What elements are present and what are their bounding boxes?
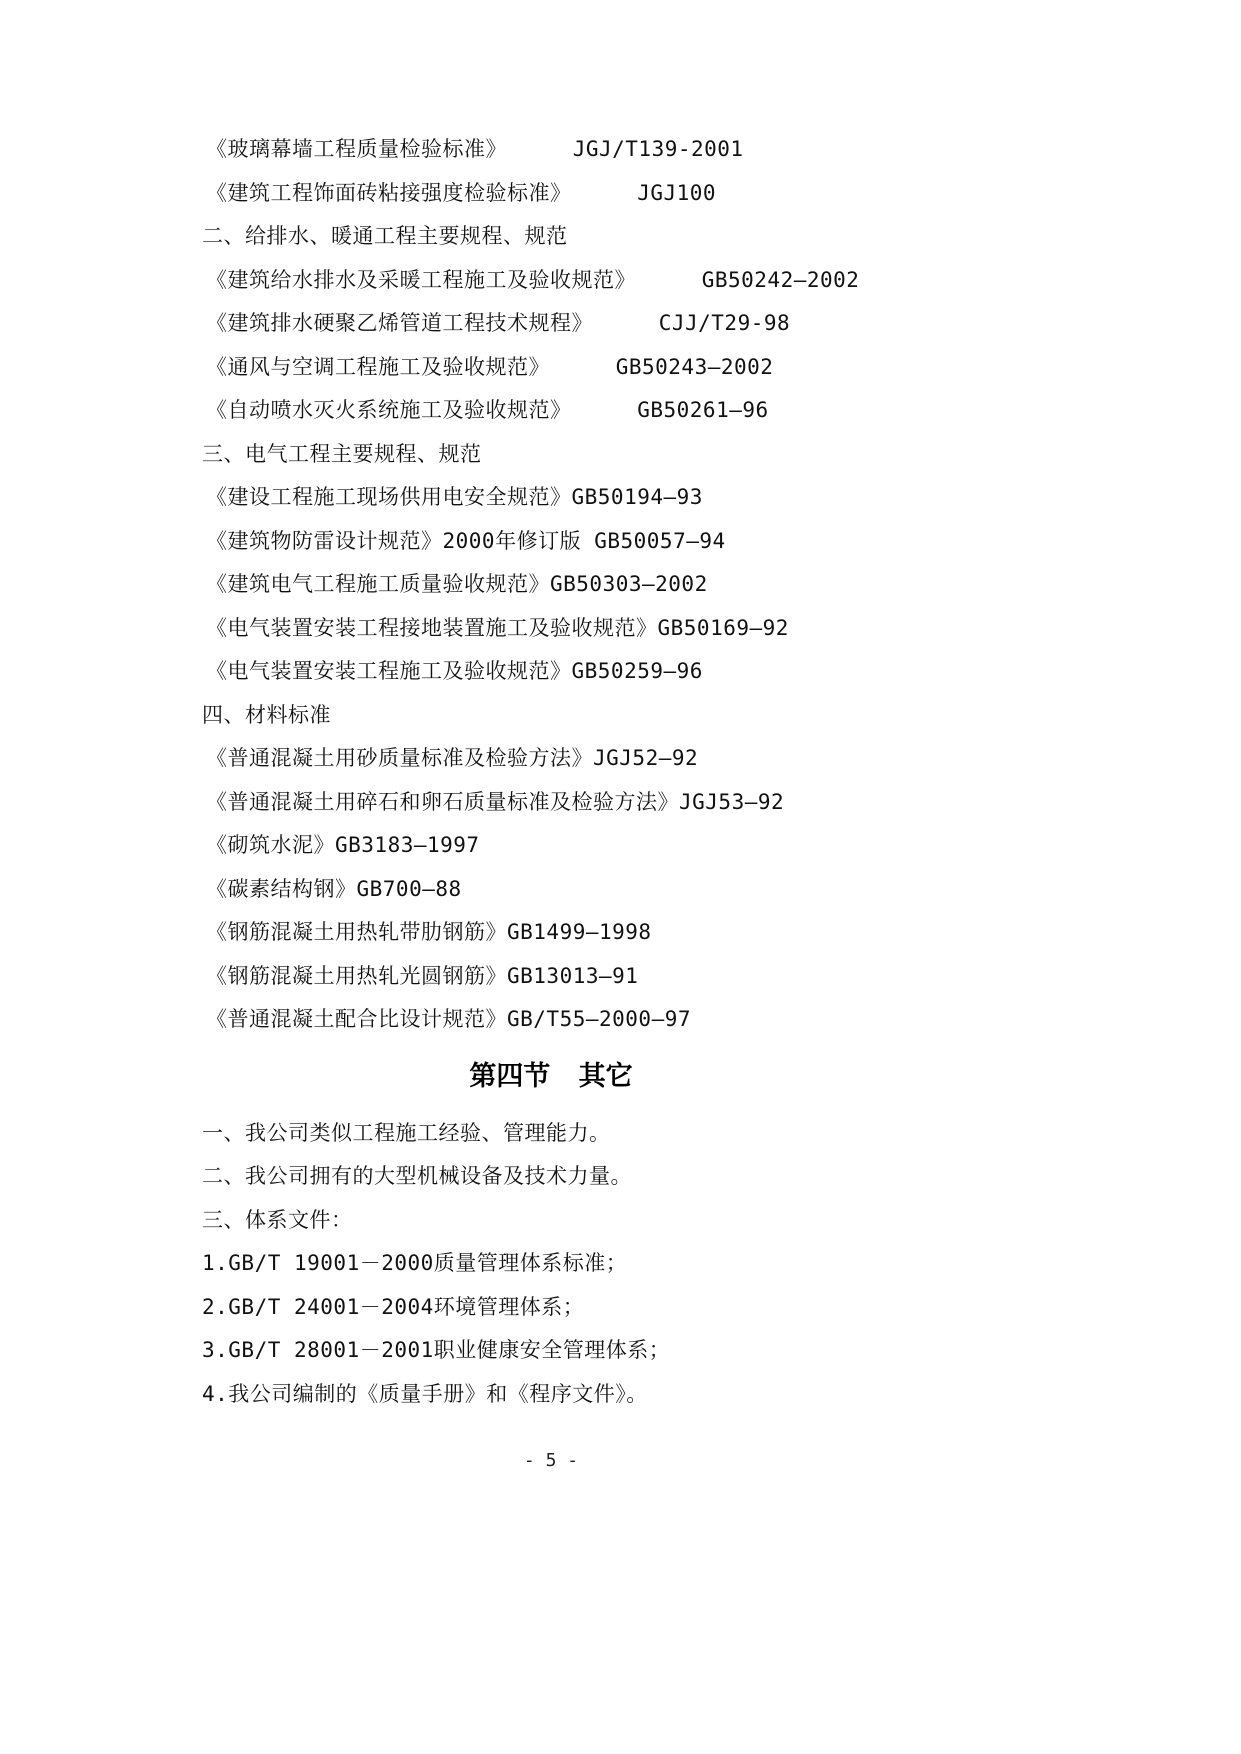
text-line: 《砌筑水泥》GB3183—1997 (206, 833, 480, 857)
text-line: 《建筑物防雷设计规范》2000年修订版 GB50057—94 (206, 528, 726, 553)
text-line: 二、我公司拥有的大型机械设备及技术力量。 (202, 1164, 632, 1188)
text-line: 《钢筋混凝土用热轧光圆钢筋》GB13013—91 (206, 963, 639, 988)
text-line: 《建设工程施工现场供用电安全规范》GB50194—93 (206, 485, 703, 509)
section-heading: 第四节 其它 (469, 1060, 633, 1092)
text-line: 《建筑排水硬聚乙烯管道工程技术规程》 CJJ/T29-98 (206, 311, 791, 335)
text-line: 《通风与空调工程施工及验收规范》 GB50243—2002 (206, 354, 774, 379)
subsection-heading: 三、电气工程主要规程、规范 (202, 441, 482, 466)
text-line: 《建筑工程饰面砖粘接强度检验标准》 JGJ100 (206, 180, 717, 205)
subsection-heading: 二、给排水、暖通工程主要规程、规范 (202, 224, 568, 248)
text-line: 《普通混凝土配合比设计规范》GB/T55—2000—97 (206, 1007, 692, 1031)
text-line: 2.GB/T 24001－2004环境管理体系； (202, 1294, 585, 1319)
text-line: 《电气装置安装工程接地装置施工及验收规范》GB50169—92 (206, 615, 789, 640)
text-line: 《建筑电气工程施工质量验收规范》GB50303—2002 (206, 572, 708, 596)
text-line: 《碳素结构钢》GB700—88 (206, 876, 462, 901)
text-line: 《玻璃幕墙工程质量检验标准》 JGJ/T139-2001 (206, 137, 744, 161)
subsection-heading: 四、材料标准 (202, 702, 331, 727)
text-line: 《电气装置安装工程施工及验收规范》GB50259—96 (206, 659, 703, 683)
text-line: 《建筑给水排水及采暖工程施工及验收规范》 GB50242—2002 (206, 267, 860, 292)
text-line: 《普通混凝土用砂质量标准及检验方法》JGJ52—92 (206, 746, 699, 770)
text-line: 《钢筋混凝土用热轧带肋钢筋》GB1499—1998 (206, 920, 652, 944)
document-body (202, 128, 962, 1416)
text-line: 三、体系文件： (202, 1207, 353, 1232)
text-line: 1.GB/T 19001－2000质量管理体系标准； (202, 1251, 628, 1275)
text-line: 一、我公司类似工程施工经验、管理能力。 (202, 1120, 611, 1145)
text-line: 3.GB/T 28001－2001职业健康安全管理体系； (202, 1338, 671, 1362)
text-line: 《普通混凝土用碎石和卵石质量标准及检验方法》JGJ53—92 (206, 789, 785, 814)
page-number: - 5 - (523, 1450, 579, 1471)
text-line: 4.我公司编制的《质量手册》和《程序文件》。 (202, 1381, 648, 1406)
text-line: 《自动喷水灭火系统施工及验收规范》 GB50261—96 (206, 398, 769, 422)
